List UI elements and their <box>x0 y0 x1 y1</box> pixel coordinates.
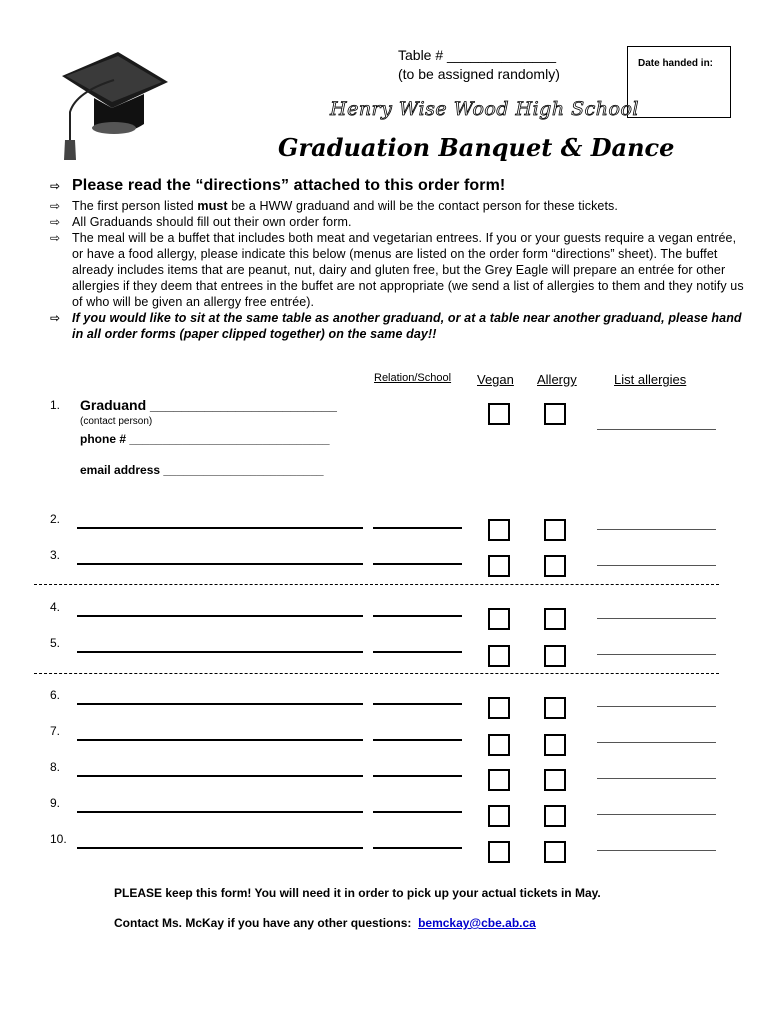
col-relation-school: Relation/School <box>374 372 452 384</box>
vegan-checkbox[interactable] <box>488 403 510 425</box>
vegan-checkbox[interactable] <box>488 608 510 630</box>
vegan-checkbox[interactable] <box>488 805 510 827</box>
allergy-list-field[interactable] <box>597 814 716 815</box>
relation-field[interactable] <box>373 847 462 849</box>
allergy-checkbox[interactable] <box>544 555 566 577</box>
row-number: 5. <box>50 636 61 650</box>
guest-name-field[interactable] <box>77 527 363 529</box>
row-number: 9. <box>50 796 61 810</box>
vegan-checkbox[interactable] <box>488 645 510 667</box>
allergy-checkbox[interactable] <box>544 645 566 667</box>
table-note: (to be assigned randomly) <box>398 66 560 82</box>
allergy-list-field[interactable] <box>597 706 716 707</box>
col-vegan: Vegan <box>477 372 514 387</box>
table-divider <box>34 584 719 585</box>
relation-field[interactable] <box>373 615 462 617</box>
row-number: 10. <box>50 832 67 846</box>
allergy-checkbox[interactable] <box>544 734 566 756</box>
allergy-checkbox[interactable] <box>544 697 566 719</box>
row-number: 3. <box>50 548 61 562</box>
contact-line <box>114 916 536 930</box>
allergy-list-field[interactable] <box>597 850 716 851</box>
allergy-checkbox[interactable] <box>544 403 566 425</box>
arrow-right-icon: ⇨ <box>50 231 61 245</box>
allergy-list-field[interactable] <box>597 778 716 779</box>
guest-name-field[interactable] <box>77 651 363 653</box>
instruction-item: ⇨ All Graduands should fill out their own order form. <box>50 215 352 229</box>
instruction-item: ⇨ Please read the “directions” attached to this order form! <box>50 177 506 194</box>
col-allergy: Allergy <box>537 372 577 387</box>
allergy-list-field[interactable] <box>597 618 716 619</box>
contact-person-note: (contact person) <box>80 416 153 427</box>
vegan-checkbox[interactable] <box>488 769 510 791</box>
vegan-checkbox[interactable] <box>488 555 510 577</box>
row-number: 6. <box>50 688 61 702</box>
allergy-checkbox[interactable] <box>544 519 566 541</box>
arrow-right-icon: ⇨ <box>50 311 61 325</box>
instructions-list <box>50 176 750 342</box>
relation-field[interactable] <box>373 775 462 777</box>
guest-name-field[interactable] <box>77 775 363 777</box>
instruction-item: ⇨ The meal will be a buffet that includes both meat and vegetarian entrees. If you or your guests require a vegan entrée, or have a food allergy, please indicate this below (menus are listed on the order form “directions” sheet). The buffet already includes items that are peanut, nut, dairy and gluten free, but the Grey Eagle will prepare an entrée for other allergies if they deem that entrees in the buffet are not appropriate (we send a list of allergies to them and they notify us of who will be given an allergy free entrée). <box>50 231 744 309</box>
relation-field[interactable] <box>373 739 462 741</box>
page-title: Graduation Banquet & Dance <box>278 133 675 162</box>
phone-field[interactable]: phone # ______________________________ <box>80 432 330 446</box>
table-number-field: Table # ______________ <box>398 47 557 63</box>
relation-field[interactable] <box>373 703 462 705</box>
date-handed-in-box <box>627 46 731 118</box>
relation-field[interactable] <box>373 651 462 653</box>
allergy-checkbox[interactable] <box>544 805 566 827</box>
vegan-checkbox[interactable] <box>488 697 510 719</box>
allergy-list-field[interactable] <box>597 429 716 430</box>
email-field[interactable]: email address ________________________ <box>80 463 324 477</box>
guest-name-field[interactable] <box>77 615 363 617</box>
allergy-list-field[interactable] <box>597 654 716 655</box>
col-list-allergies: List allergies <box>614 372 687 387</box>
row-number: 2. <box>50 512 61 526</box>
vegan-checkbox[interactable] <box>488 734 510 756</box>
keep-form-note: PLEASE keep this form! You will need it in order to pick up your actual tickets in May. <box>114 886 601 900</box>
contact-text: Contact Ms. McKay if you have any other questions: <box>114 916 412 930</box>
arrow-right-icon: ⇨ <box>50 199 61 213</box>
allergy-list-field[interactable] <box>597 565 716 566</box>
row-number: 7. <box>50 724 61 738</box>
arrow-right-icon: ⇨ <box>50 179 61 193</box>
allergy-list-field[interactable] <box>597 529 716 530</box>
relation-field[interactable] <box>373 563 462 565</box>
row-number: 4. <box>50 600 61 614</box>
relation-field[interactable] <box>373 527 462 529</box>
allergy-list-field[interactable] <box>597 742 716 743</box>
table-divider <box>34 673 719 674</box>
allergy-checkbox[interactable] <box>544 841 566 863</box>
vegan-checkbox[interactable] <box>488 519 510 541</box>
guest-name-field[interactable] <box>77 703 363 705</box>
contact-email-link[interactable]: bemckay@cbe.ab.ca <box>418 916 536 930</box>
row-number: 1. <box>50 398 61 412</box>
graduation-cap-logo <box>56 42 174 160</box>
arrow-right-icon: ⇨ <box>50 215 61 229</box>
date-handed-in-label: Date handed in: <box>638 58 714 69</box>
guest-name-field[interactable] <box>77 739 363 741</box>
relation-field[interactable] <box>373 811 462 813</box>
guest-name-field[interactable] <box>77 811 363 813</box>
school-name: Henry Wise Wood High School <box>330 98 639 120</box>
instruction-item: ⇨ The first person listed must be a HWW graduand and will be the contact person for these tickets. <box>50 199 618 213</box>
row-number: 8. <box>50 760 61 774</box>
allergy-checkbox[interactable] <box>544 608 566 630</box>
guest-name-field[interactable] <box>77 563 363 565</box>
guest-name-field[interactable] <box>77 847 363 849</box>
graduand-name-field[interactable]: Graduand ________________________ <box>80 397 337 413</box>
vegan-checkbox[interactable] <box>488 841 510 863</box>
allergy-checkbox[interactable] <box>544 769 566 791</box>
instruction-item: ⇨ If you would like to sit at the same table as another graduand, or at a table near another graduand, please hand in all order forms (paper clipped together) on the same day!! <box>50 311 742 341</box>
